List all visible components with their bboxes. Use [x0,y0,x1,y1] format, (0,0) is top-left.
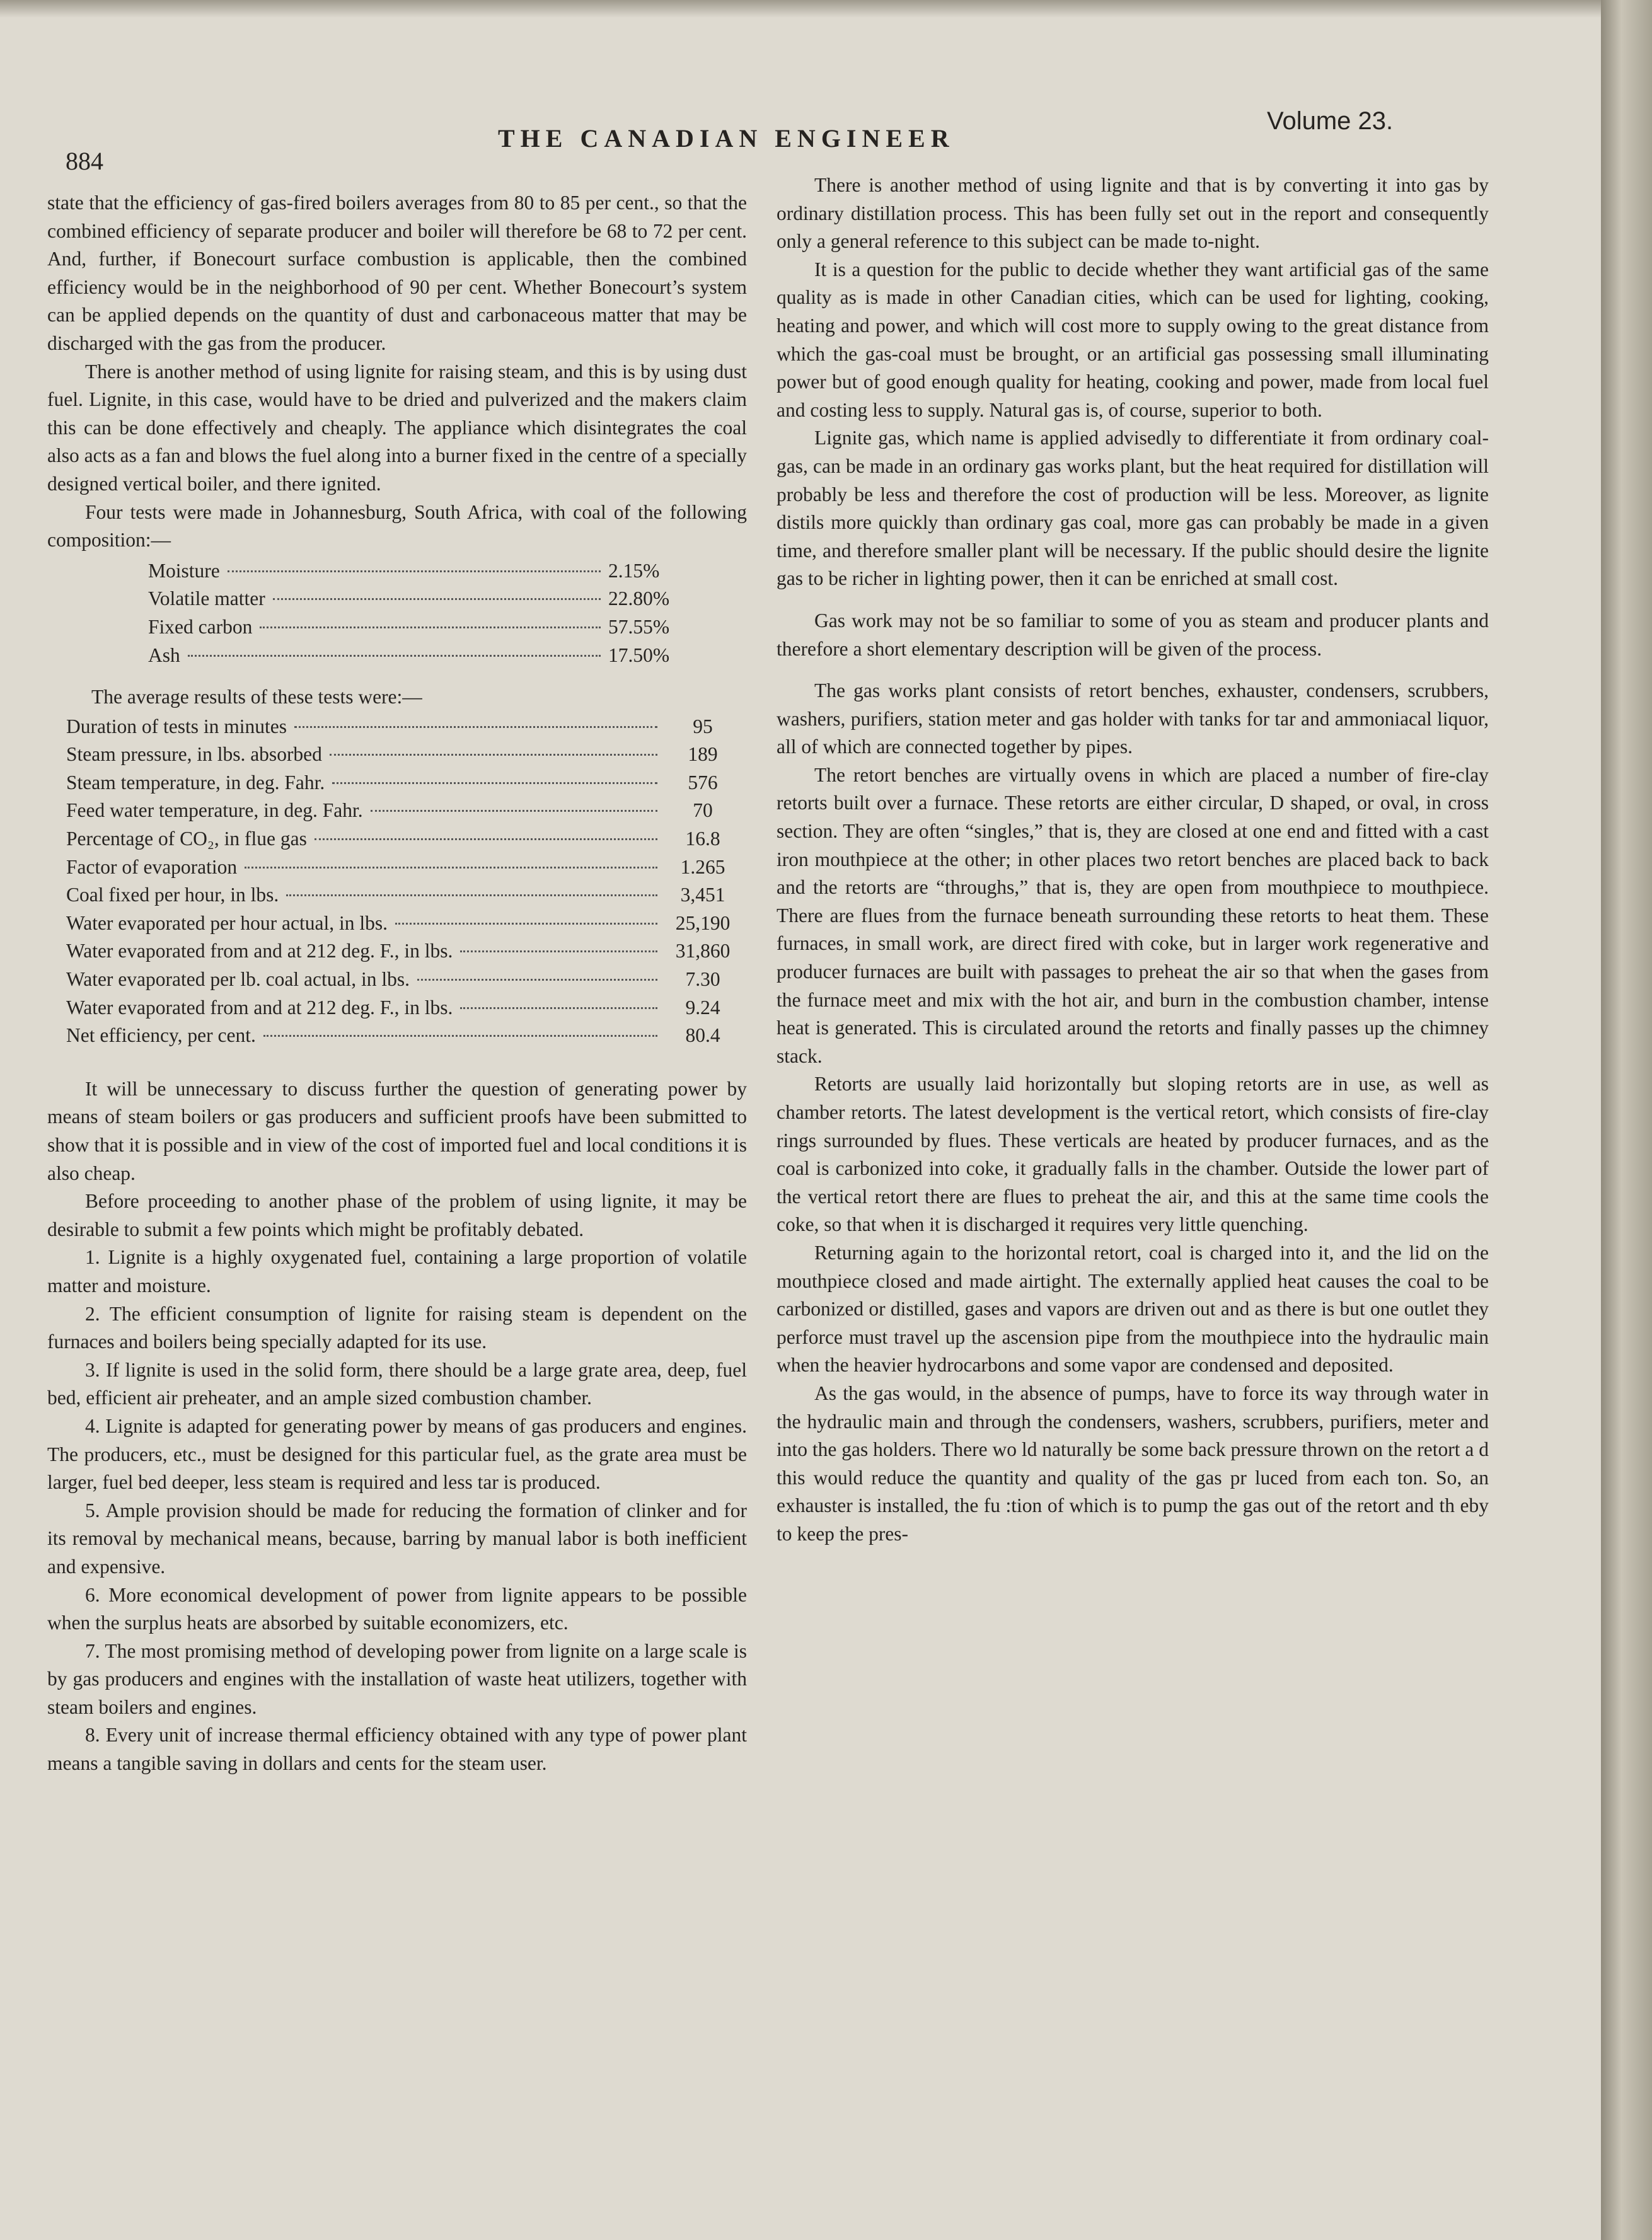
dot-leader [332,782,657,784]
table-row [66,797,741,825]
right-column [777,171,1489,1549]
volume-label: Volume 23. [1267,107,1394,135]
paragraph: Returning again to the horizontal retort, coal is charged into it, and the lid on the mouthpiece closed and made airtight. The externally applied heat causes the coal to be carbonized or distilled, gases and vapors are driven out and as there is but one outlet they perforce must travel up the ascension pipe from the mouthpiece into the hydraulic main when the heavier hydrocarbons and some vapor are condensed and deposited. [777,1241,1489,1377]
list-item: 6. More economical development of power from lignite appears to be possible when the surplus heats are absorbed by suitable economizers, etc. [47,1583,747,1634]
row-label: Factor of evaporation [66,855,238,878]
table-row [66,994,741,1022]
row-value: 9.24 [685,996,720,1019]
row-label: Ash [148,644,180,666]
paragraph: Before proceeding to another phase of the problem of using lignite, it may be desirable to submit a few points which might be profitably debated. [47,1190,747,1240]
paragraph: Retorts are usually laid horizontally but sloping retorts are in use, as well as chamber retorts. The latest development is the vertical retort, which consists of fire-clay rings surrounded by flues. These verticals are heated by producer furnaces, and as the coal is carbonized into coke, it gradually falls in the chamber. Outside the lower part of the vertical retort there are flues to preheat the air, and this at the same time cools the coke, so that when it is discharged it requires very little quenching. [777,1073,1489,1236]
paragraph: It is a question for the public to decide whether they want artificial gas of the same quality as is made in other Canadian cities, which can be used for lighting, cooking, heating and power, and which will cost more to supply owing to the great distance from which the gas-coal must be brought, or an artificial gas possessing small illuminating power but of good enough quality for heating, cooking and power, made from local fuel and costing less to supply. Natural gas is, of course, superior to both. [777,258,1489,421]
row-value: 16.8 [685,828,720,850]
list-item: 3. If lignite is used in the solid form, there should be a large grate area, deep, fuel bed, efficient air preheater, and an ample sized combustion chamber. [47,1358,747,1409]
list-item: 4. Lignite is adapted for generating power by means of gas producers and engines. The producers, etc., must be designed for this particular fuel, as the grate area must be larger, fuel bed deeper, less steam is required and less tar is produced. [47,1414,747,1494]
paragraph: It will be unnecessary to discuss further the question of generating power by means of steam boilers or gas producers and sufficient proofs have been submitted to show that it is possible and in view of the cost of imported fuel and local conditions it is also cheap. [47,1077,747,1184]
dot-leader [286,894,657,896]
page-top-edge [0,0,1601,18]
row-label: Duration of tests in minutes [66,715,287,737]
dot-leader [260,626,601,628]
paragraph: The retort benches are virtually ovens in which are placed a number of fire-clay retorts built over a furnace. These retorts are either circular, D shaped, or oval, in cross section. They are often “singles,” that is, they are closed at one end and fitted with a cast iron mouthpiece at the other; in other places two retort benches are placed back to back and the retorts are “throughs,” that is, they are open from mouthpiece to mouthpiece. There are flues from the furnace beneath surrounding these retorts to heat them. These furnaces, in small work, are direct fired with coke, but in larger work regenerative and producer furnaces are built with passages to preheat the air so that when the gases from the furnace meet and mix with the hot air, and burn in the combustion chamber, intense heat is generated. This is circulated around the retorts and finally passes up the chimney stack. [777,763,1489,1067]
table-row [148,557,678,586]
row-label: Steam pressure, in lbs. absorbed [66,743,322,766]
page-number: 884 [66,147,103,175]
paragraph: The gas works plant consists of retort benches, exhauster, condensers, scrubbers, washers, purifiers, station meter and gas holder with tanks for tar and ammoniacal liquor, all of which are connected together by pipes. [777,679,1489,758]
paragraph: state that the efficiency of gas-fired boilers averages from 80 to 85 per cent., so that the combined efficiency of separate producer and boiler will therefore be 68 to 72 per cent. And, further, if Bonecourt surface combustion is applicable, then the combined efficiency would be in the neighborhood of 90 per cent. Whether Bonecourt’s system can be applied depends on the quantity of dust and carbonaceous matter that may be discharged with the gas from the producer. [47,192,747,354]
dot-leader [228,570,601,572]
table-row [66,713,741,741]
composition-table [148,557,678,669]
row-value: 57.55% [608,615,670,638]
row-value: 7.30 [685,968,720,991]
list-item: 5. Ample provision should be made for reducing the formation of clinker and for its removal by mechanical means, because, barring by manual labor is both inefficient and expensive. [47,1499,747,1578]
dot-leader [460,1007,657,1009]
dot-leader [294,726,657,728]
paragraph: Four tests were made in Johannesburg, South Africa, with coal of the following composition:— [47,500,747,551]
left-column [47,189,747,1778]
paragraph-gap [777,593,1489,607]
dot-leader [315,838,657,840]
table-row [148,613,678,642]
row-label: Steam temperature, in deg. Fahr. [66,771,325,794]
table-row [148,585,678,613]
row-value: 95 [693,715,713,737]
row-label: Percentage of CO₂, in flue gas [66,828,307,850]
dot-leader [330,754,657,756]
table-row [66,825,741,853]
row-value: 31,860 [675,940,731,962]
row-label: Fixed carbon [148,615,253,638]
journal-title: THE CANADIAN ENGINEER [498,124,955,153]
row-label: Water evaporated per lb. coal actual, in lbs. [66,968,410,991]
row-value: 3,451 [680,884,725,906]
results-title: The average results of these tests were:— [91,686,422,708]
table-row [66,966,741,994]
list-item: 2. The efficient consumption of lignite for raising steam is dependent on the furnaces and boilers being specially adapted for its use. [47,1302,747,1353]
dot-leader [273,598,601,600]
table-row [66,741,741,769]
paragraph: As the gas would, in the absence of pumps, have to force its way through water in the hydraulic main and through the condensers, washers, scrubbers, purifiers, meter and into the gas holders. There wo ld naturally be some back pressure thrown on the retort a d this would reduce the quantity and quality of the gas pr luced from each ton. So, an exhauster is installed, the fu :tion of which is to pump the gas out of the retort and th eby to keep the pres- [777,1382,1489,1545]
dot-leader [460,950,657,952]
row-value: 17.50% [608,644,670,666]
list-item: 8. Every unit of increase thermal efficiency obtained with any type of power plant means a tangible saving in dollars and cents for the steam user. [47,1724,747,1775]
row-label: Water evaporated from and at 212 deg. F., in lbs. [66,940,453,962]
dot-leader [263,1035,657,1037]
paragraph: Gas work may not be so familiar to some of you as steam and producer plants and therefore a short elementary description will be given of the process. [777,609,1489,660]
row-label: Moisture [148,559,220,582]
row-label: Coal fixed per hour, in lbs. [66,884,279,906]
table-row [66,853,741,882]
binding-edge [1601,0,1652,2240]
paragraph: There is another method of using lignite for raising steam, and this is by using dust fuel. Lignite, in this case, would have to be dried and pulverized and the makers claim this can be done effectively and cheaply. The appliance which disintegrates the coal also acts as a fan and blows the fuel along into a burner fixed in the centre of a specially designed vertical boiler, and there ignited. [47,360,747,495]
paragraph: There is another method of using lignite and that is by converting it into gas by ordinary distillation process. This has been fully set out in the report and consequently only a general reference to this subject can be made to-night. [777,174,1489,253]
row-value: 189 [688,743,718,766]
row-value: 22.80% [608,587,670,610]
table-row [66,1022,741,1050]
paragraph: Lignite gas, which name is applied advisedly to differentiate it from ordinary coal-gas, can be made in an ordinary gas works plant, but the heat required for distillation will probably be less and therefore the cost of production will be less. Moreover, as lignite distils more quickly than ordinary gas coal, more gas can probably be made in a given time, and therefore smaller plant will be necessary. If the public should desire the lignite gas to be richer in lighting power, then it can be enriched at small cost. [777,427,1489,590]
dot-leader [371,810,657,812]
list-item: 7. The most promising method of developing power from lignite on a large scale is by gas producers and engines with the installation of waste heat utilizers, together with steam boilers and engines. [47,1639,747,1718]
row-label: Water evaporated from and at 212 deg. F., in lbs. [66,996,453,1019]
dot-leader [188,655,601,657]
table-row [66,909,741,938]
table-row [66,937,741,966]
table-row [66,769,741,797]
row-value: 1.265 [680,855,725,878]
row-value: 576 [688,771,718,794]
row-value: 80.4 [685,1024,720,1047]
paragraph-gap [777,663,1489,677]
row-label: Net efficiency, per cent. [66,1024,256,1047]
results-table [66,683,741,1050]
table-row [148,642,678,670]
dot-leader [395,923,657,925]
row-value: 25,190 [675,911,731,934]
row-value: 2.15% [608,559,660,582]
row-label: Water evaporated per hour actual, in lbs. [66,911,388,934]
row-value: 70 [693,799,713,822]
table-row [66,881,741,909]
row-label: Feed water temperature, in deg. Fahr. [66,799,363,822]
dot-leader [245,867,657,869]
dot-leader [417,979,657,981]
list-item: 1. Lignite is a highly oxygenated fuel, containing a large proportion of volatile matter and moisture. [47,1246,747,1296]
row-label: Volatile matter [148,587,265,610]
